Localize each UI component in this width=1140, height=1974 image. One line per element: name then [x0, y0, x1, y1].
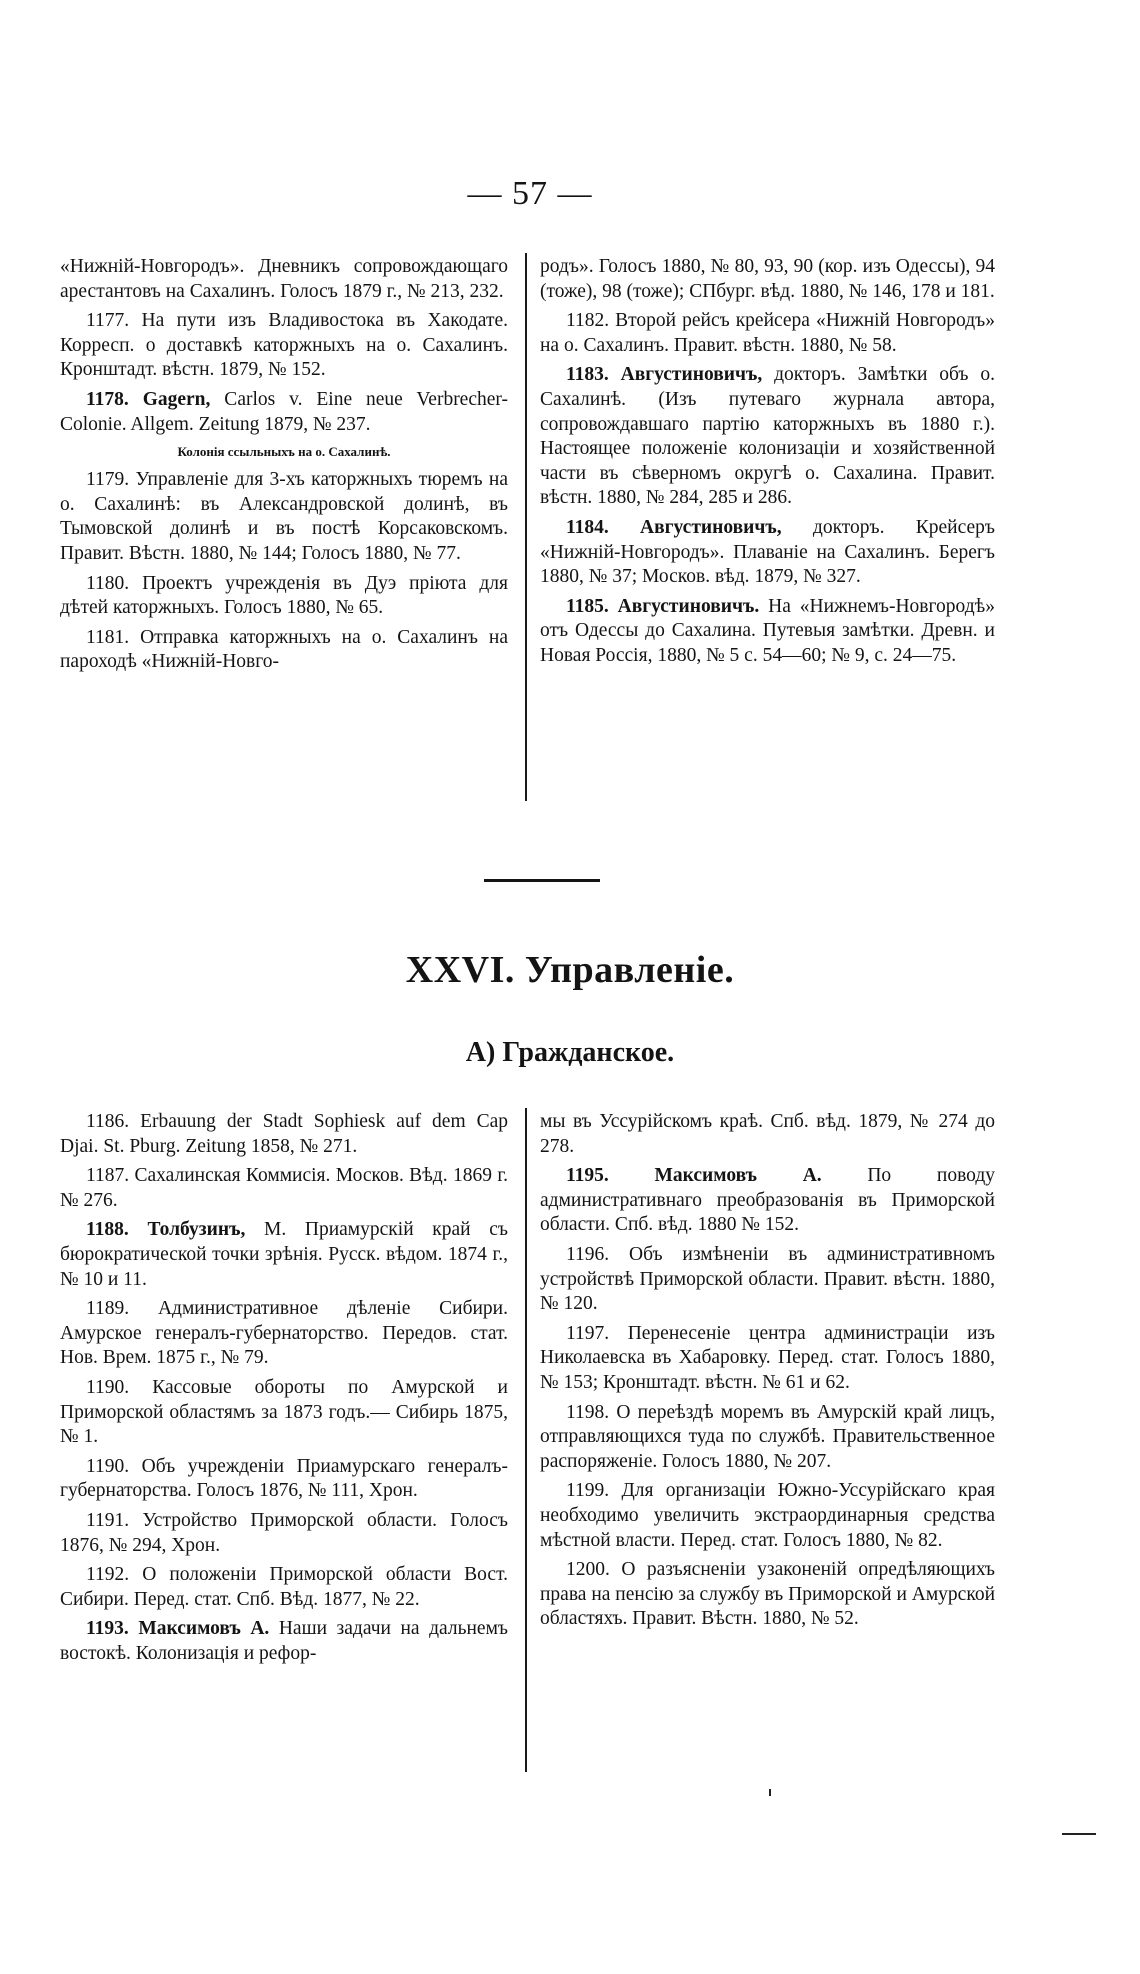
entry-text: 1181. Отправка каторжныхъ на о. Сахалинъ на пароходѣ «Нижній-Новго-	[60, 626, 508, 673]
top-column-divider	[525, 253, 527, 801]
entry-text: По поводу административнаго преобразованія въ Приморской области. Спб. вѣд. 1880 № 152.	[540, 1165, 995, 1236]
entry-text: На «Нижнемъ-Новгородѣ» отъ Одессы до Сахалина. Путевыя замѣтки. Древн. и Новая Россія, 1880, № 5 с. 54—60; № 9, с. 24—75.	[540, 595, 995, 666]
entry-author: 1185. Августиновичъ.	[566, 595, 760, 617]
bibliography-entry	[60, 255, 508, 304]
entry-author: 1184. Августиновичъ,	[566, 516, 782, 538]
print-speck	[769, 1789, 771, 1796]
bibliography-entry	[60, 626, 508, 675]
bibliography-entry	[540, 1164, 995, 1238]
bibliography-entry	[60, 1563, 508, 1612]
section-separator-rule	[484, 879, 600, 882]
bibliography-entry	[60, 572, 508, 621]
entry-text: мы въ Уссурійскомъ краѣ. Спб. вѣд. 1879, № 274 до 278.	[540, 1111, 995, 1157]
bibliography-entry	[60, 309, 508, 383]
bibliography-entry	[60, 1297, 508, 1371]
bibliography-entry	[540, 1558, 995, 1632]
entry-author: 1193. Максимовъ А.	[86, 1618, 270, 1640]
bottom-column-divider	[525, 1108, 527, 1772]
bibliography-entry	[60, 1218, 508, 1292]
entry-author: 1188. Толбузинъ,	[86, 1219, 246, 1241]
entry-text: 1189. Административное дѣленіе Сибири. Амурское генералъ-губернаторство. Передов. стат. Нов. Врем. 1875 г., № 79.	[60, 1298, 508, 1369]
entry-text: 1198. О переѣздѣ моремъ въ Амурскій край лицъ, отправляющихся туда по службѣ. Правительственное распоряженіе. Голосъ 1880, № 207.	[540, 1401, 995, 1472]
subsection-title: А) Гражданское.	[465, 1037, 675, 1068]
entry-text: 1192. О положеніи Приморской области Вост. Сибири. Перед. стат. Спб. Вѣд. 1877, № 22.	[60, 1564, 508, 1610]
print-speck	[1062, 1833, 1096, 1835]
bibliography-entry	[540, 516, 995, 590]
subheading	[60, 442, 508, 462]
entry-text: М. Приамурскій край съ бюрократической точки зрѣнія. Русск. вѣдом. 1874 г., № 10 и 11.	[60, 1219, 509, 1290]
entry-text: 1182. Второй рейсъ крейсера «Нижній Новгородъ» на о. Сахалинъ. Правит. вѣстн. 1880, № 58.	[540, 310, 995, 356]
bibliography-entry	[60, 1509, 508, 1558]
entry-text: Наши задачи на дальнемъ востокѣ. Колонизація и рефор-	[60, 1618, 508, 1664]
bibliography-entry	[540, 1110, 995, 1159]
entry-text: 1187. Сахалинская Коммисія. Москов. Вѣд. 1869 г. № 276.	[60, 1165, 508, 1211]
bibliography-entry	[60, 1376, 508, 1450]
entry-text: 1197. Перенесеніе центра администраціи изъ Николаевска въ Хабаровку. Перед. стат. Голосъ 1880, № 153; Кронштадт. вѣстн. № 61 и 62.	[540, 1322, 995, 1393]
bibliography-entry	[540, 363, 995, 511]
entry-author: 1195. Максимовъ А.	[566, 1165, 822, 1187]
entry-text: 1177. На пути изъ Владивостока въ Хакодате. Корресп. о доставкѣ каторжныхъ на о. Сахалинъ. Кронштадт. вѣстн. 1879, № 152.	[60, 310, 508, 381]
bibliography-entry	[60, 468, 508, 566]
bottom-left-column	[60, 1110, 508, 1671]
bibliography-entry	[540, 255, 995, 304]
top-right-column	[540, 255, 995, 674]
bibliography-entry	[60, 388, 508, 437]
entry-text: «Нижній-Новгородъ». Дневникъ сопровождающаго арестантовъ на Сахалинъ. Голосъ 1879 г., № 213, 232.	[60, 256, 508, 302]
entry-text: 1190. Кассовые обороты по Амурской и Приморской областямъ за 1873 годъ.— Сибирь 1875, № 1.	[60, 1376, 508, 1448]
entry-text: докторъ. Крейсеръ «Нижній-Новгородъ». Плаваніе на Сахалинъ. Берегъ 1880, № 37; Москов. вѣд. 1879, № 327.	[540, 516, 995, 588]
bibliography-entry	[60, 1110, 508, 1159]
bibliography-entry	[540, 1479, 995, 1553]
entry-text: 1199. Для организаціи Южно-Уссурійскаго края необходимо увеличить экстраординарныя средства мѣстной власти. Перед. стат. Голосъ 1880, № 82.	[540, 1480, 995, 1551]
top-left-column	[60, 255, 508, 680]
entry-text: 1180. Проектъ учрежденія въ Дуэ пріюта для дѣтей каторжныхъ. Голосъ 1880, № 65.	[60, 572, 508, 619]
bibliography-entry	[540, 595, 995, 669]
entry-author: 1178. Gagern,	[86, 388, 211, 410]
entry-text: Carlos v. Eine neue Verbrecher-Colonie. Allgem. Zeitung 1879, № 237.	[60, 388, 508, 435]
bibliography-entry	[60, 1455, 508, 1504]
entry-text: 1190. Объ учрежденіи Приамурскаго генералъ-губернаторства. Голосъ 1876, № 111, Хрон.	[60, 1455, 508, 1502]
bottom-right-column	[540, 1110, 995, 1637]
entry-text: 1186. Erbauung der Stadt Sophiesk auf dem Cap Djai. St. Pburg. Zeitung 1858, № 271.	[60, 1111, 508, 1157]
entry-author: 1183. Августиновичъ,	[566, 364, 763, 386]
bibliography-entry	[540, 309, 995, 358]
entry-text: 1179. Управленіе для 3-хъ каторжныхъ тюремъ на о. Сахалинѣ: въ Александровской долинѣ, въ Тымовской долинѣ и въ постѣ Корсаковскомъ. Правит. Вѣстн. 1880, № 144; Голосъ 1880, № 77.	[60, 469, 508, 564]
bibliography-entry	[60, 1164, 508, 1213]
entry-text: 1200. О разъясненіи узаконеній опредѣляющихъ права на пенсію за службу въ Приморской и Амурской областяхъ. Правит. Вѣстн. 1880, № 52.	[540, 1559, 996, 1630]
bibliography-entry	[540, 1322, 995, 1396]
entry-text: 1196. Объ измѣненіи въ административномъ устройствѣ Приморской области. Правит. вѣстн. 1880, № 120.	[540, 1243, 995, 1315]
page-number: — 57 —	[467, 175, 593, 212]
entry-text: докторъ. Замѣтки объ о. Сахалинѣ. (Изъ путеваго журнала автора, сопровождавшаго партію каторжныхъ въ 1880 г.). Настоящее положеніе колонизаціи и хозяйственной части въ сѣверномъ округѣ о. Сахалина. Правит. вѣстн. 1880, № 284, 285 и 286.	[540, 364, 995, 509]
section-title: XXVI. Управленіе.	[405, 949, 735, 991]
entry-text: 1191. Устройство Приморской области. Голосъ 1876, № 294, Хрон.	[60, 1509, 508, 1556]
bibliography-entry	[540, 1401, 995, 1475]
entry-text: Колонія ссыльныхъ на о. Сахалинѣ.	[177, 444, 391, 460]
bibliography-entry	[540, 1243, 995, 1317]
bibliography-entry	[60, 1617, 508, 1666]
entry-text: родъ». Голосъ 1880, № 80, 93, 90 (кор. изъ Одессы), 94 (тоже), 98 (тоже); СПбург. вѣд. 1880, № 146, 178 и 181.	[540, 256, 995, 302]
